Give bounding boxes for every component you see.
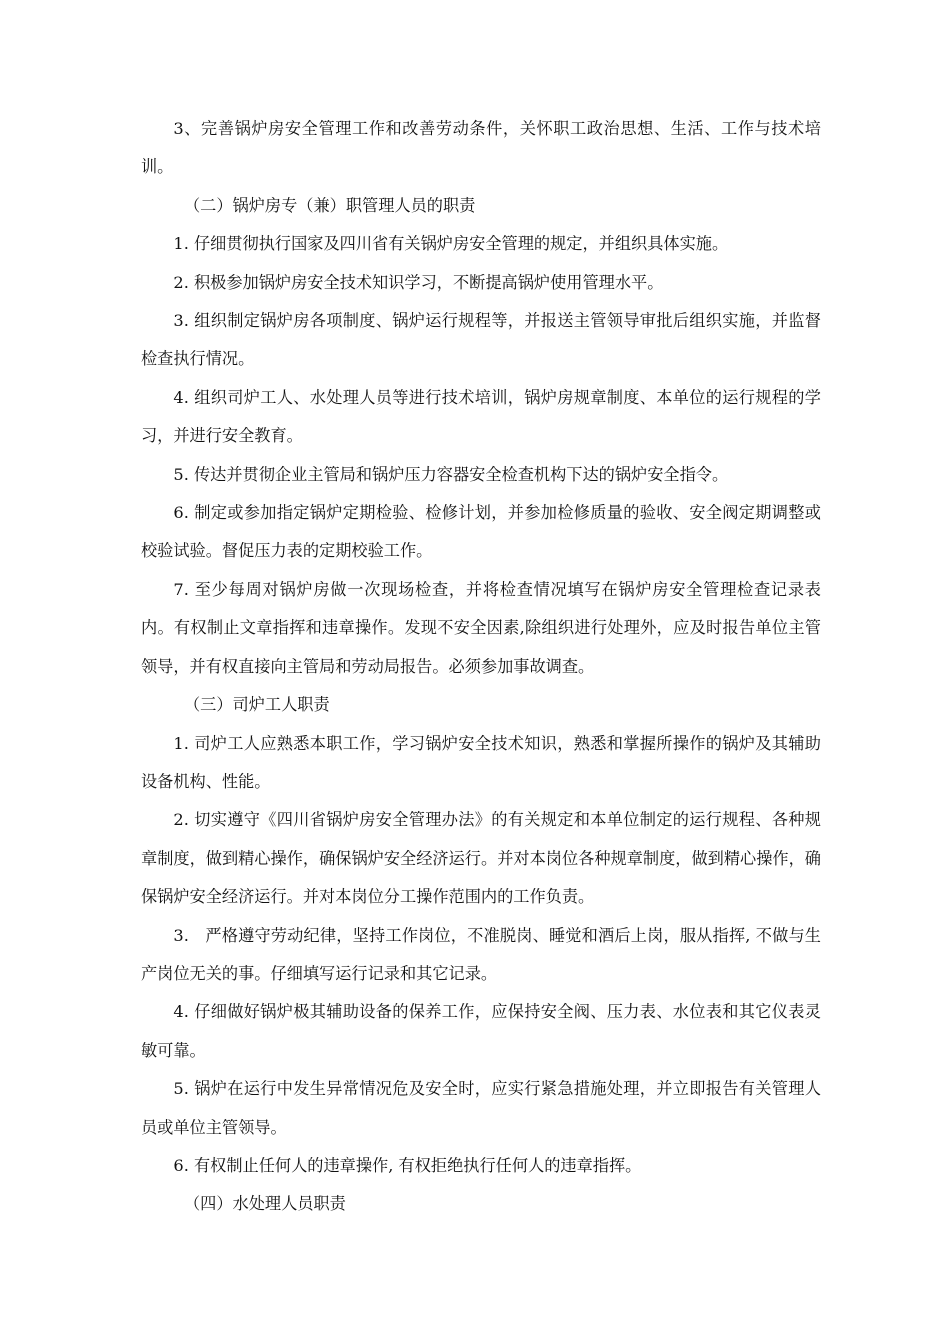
list-item: 3. 组织制定锅炉房各项制度、锅炉运行规程等，并报送主管领导审批后组织实施，并监督检查执行情况。 bbox=[141, 311, 821, 369]
list-item: 4. 仔细做好锅炉极其辅助设备的保养工作，应保持安全阀、压力表、水位表和其它仪表灵敏可靠。 bbox=[141, 1002, 821, 1060]
list-item: 4. 组织司炉工人、水处理人员等进行技术培训，锅炉房规章制度、本单位的运行规程的学习，并进行安全教育。 bbox=[141, 387, 821, 446]
section-heading-2: （二）锅炉房专（兼）职管理人员的职责 bbox=[184, 195, 476, 215]
section-heading-3: （三）司炉工人职责 bbox=[184, 695, 330, 715]
list-item: 5. 传达并贯彻企业主管局和锅炉压力容器安全检查机构下达的锅炉安全指令。 bbox=[173, 464, 729, 484]
list-item: 6. 制定或参加指定锅炉定期检验、检修计划，并参加检修质量的验收、安全阀定期调整或校验试验。督促压力表的定期校验工作。 bbox=[141, 503, 821, 561]
list-item: 5. 锅炉在运行中发生异常情况危及安全时，应实行紧急措施处理，并立即报告有关管理人员或单位主管领导。 bbox=[141, 1079, 821, 1137]
list-item: 1. 司炉工人应熟悉本职工作，学习锅炉安全技术知识，熟悉和掌握所操作的锅炉及其辅助设备机构、性能。 bbox=[141, 733, 821, 791]
list-item: 6. 有权制止任何人的违章操作, 有权拒绝执行任何人的违章指挥。 bbox=[173, 1155, 642, 1175]
paragraph-3-improve-conditions: 3、完善锅炉房安全管理工作和改善劳动条件，关怀职工政治思想、生活、工作与技术培训。 bbox=[141, 119, 821, 177]
list-item: 7. 至少每周对锅炉房做一次现场检查，并将检查情况填写在锅炉房安全管理检查记录表内。有权制止文章指挥和违章操作。发现不安全因素,除组织进行处理外，应及时报告单位主管领导，并有权直接向主管局和劳动局报告。必须参加事故调查。 bbox=[141, 579, 821, 676]
section-heading-4: （四）水处理人员职责 bbox=[184, 1194, 346, 1214]
list-item: 2. 积极参加锅炉房安全技术知识学习，不断提高锅炉使用管理水平。 bbox=[173, 272, 664, 292]
list-item: 2. 切实遵守《四川省锅炉房安全管理办法》的有关规定和本单位制定的运行规程、各种规章制度，做到精心操作，确保锅炉安全经济运行。并对本岗位各种规章制度，做到精心操作，确保锅炉安全经济运行。并对本岗位分工操作范围内的工作负责。 bbox=[141, 810, 821, 907]
list-item: 3. 严格遵守劳动纪律，坚持工作岗位，不准脱岗、睡觉和酒后上岗，服从指挥, 不做与生产岗位无关的事。仔细填写运行记录和其它记录。 bbox=[141, 925, 821, 983]
list-item: 1. 仔细贯彻执行国家及四川省有关锅炉房安全管理的规定，并组织具体实施。 bbox=[173, 234, 729, 254]
document-body bbox=[141, 110, 821, 1224]
